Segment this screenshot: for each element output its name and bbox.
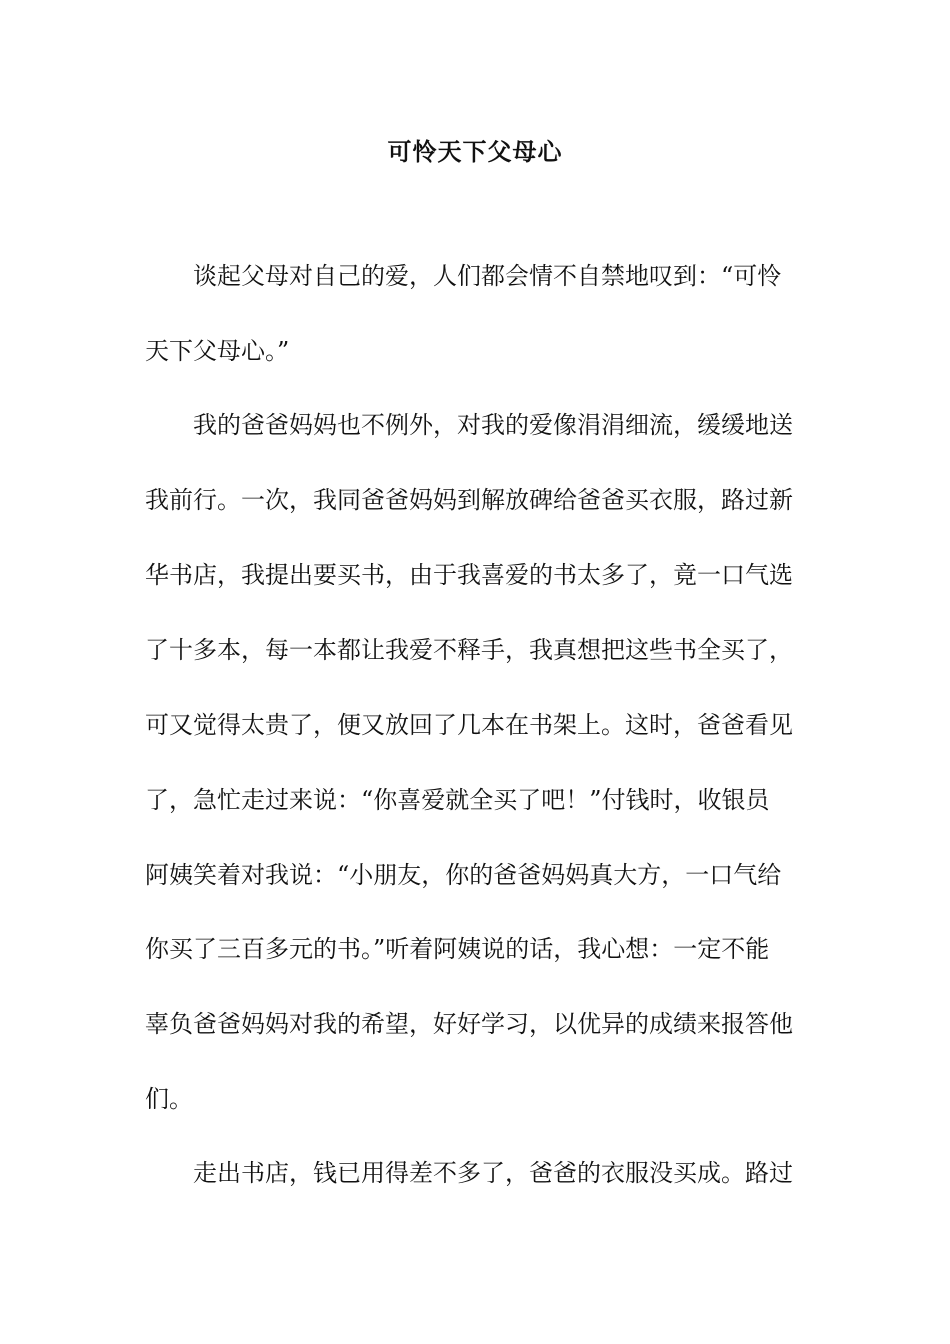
text-line: 辜负爸爸妈妈对我的希望，好好学习，以优异的成绩来报答他 [145, 1010, 793, 1038]
text-line: 阿姨笑着对我说：“小朋友，你的爸爸妈妈真大方，一口气给 [145, 861, 782, 889]
text-line: 谈起父母对自己的爱，人们都会情不自禁地叹到：“可怜 [193, 262, 782, 290]
text-line: 我的爸爸妈妈也不例外，对我的爱像涓涓细流，缓缓地送 [193, 411, 793, 439]
text-line: 我前行。一次，我同爸爸妈妈到解放碑给爸爸买衣服，路过新 [145, 486, 793, 514]
text-line: 你买了三百多元的书。”听着阿姨说的话，我心想：一定不能 [145, 935, 770, 963]
text-line: 天下父母心。” [145, 337, 290, 365]
text-line: 可又觉得太贵了，便又放回了几本在书架上。这时，爸爸看见 [145, 711, 793, 739]
text-line: 了十多本，每一本都让我爱不释手，我真想把这些书全买了， [145, 636, 793, 664]
text-line: 走出书店，钱已用得差不多了，爸爸的衣服没买成。路过 [193, 1159, 793, 1187]
text-line: 华书店，我提出要买书，由于我喜爱的书太多了，竟一口气选 [145, 561, 793, 589]
text-line: 了，急忙走过来说：“你喜爱就全买了吧！”付钱时，收银员 [145, 786, 770, 814]
document-title: 可怜天下父母心 [387, 137, 563, 166]
text-line: 们。 [145, 1085, 193, 1113]
